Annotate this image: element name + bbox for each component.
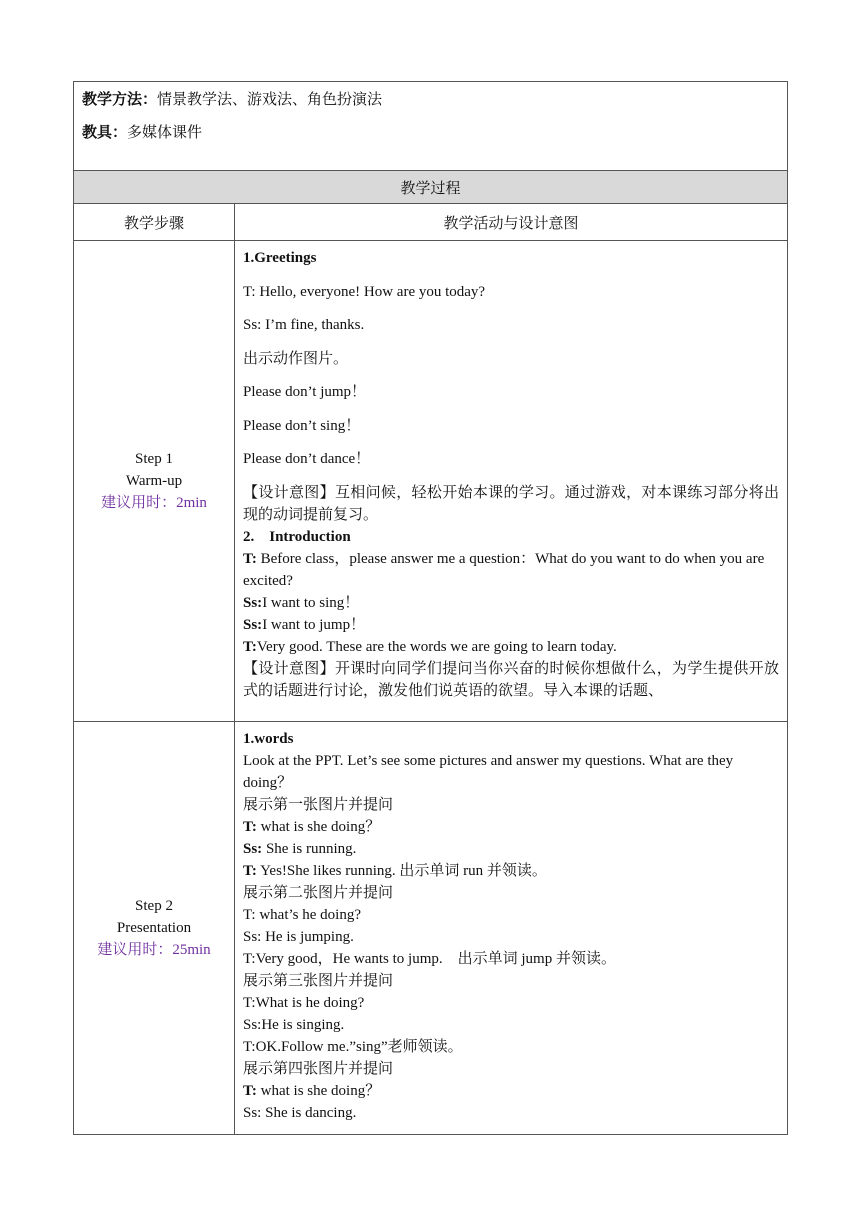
tools-line xyxy=(82,123,779,143)
step2-time: 建议用时：25min xyxy=(97,942,211,958)
step1-label-cell xyxy=(74,241,235,722)
step2-line: 展示第二张图片并提问 xyxy=(243,885,394,901)
methods-cell xyxy=(74,82,788,171)
step2-activities-cell xyxy=(235,722,788,1135)
methods-value: 情景教学法、游戏法、角色扮演法 xyxy=(157,92,383,108)
step1-activities-cell xyxy=(235,241,788,722)
column-header-activities: 教学活动与设计意图 xyxy=(235,204,788,241)
step2-line: T: what’s he doing? xyxy=(243,907,361,923)
step1-line: Please don’t dance！ xyxy=(243,451,371,467)
column-header-steps: 教学步骤 xyxy=(74,204,235,241)
step2-line: T:Very good，He wants to jump. 出示单词 jump 并领读。 xyxy=(243,951,616,967)
step1-heading-greetings: 1.Greetings xyxy=(243,250,317,266)
step1-line: Please don’t sing！ xyxy=(243,417,361,434)
step2-line: Ss: She is dancing. xyxy=(243,1105,357,1121)
process-title: 教学过程 xyxy=(74,171,788,204)
methods-line xyxy=(82,90,779,110)
step2-line: Ss:He is singing. xyxy=(243,1017,345,1033)
methods-label: 教学方法： xyxy=(82,92,158,108)
step2-line: T: Yes!She likes running. 出示单词 run 并领读。 xyxy=(243,863,547,879)
step2-heading-words: 1.words xyxy=(243,731,294,747)
step2-line: T:OK.Follow me.”sing”老师领读。 xyxy=(243,1039,463,1055)
tools-value: 多媒体课件 xyxy=(127,125,203,141)
tools-label: 教具： xyxy=(82,125,128,141)
step2-line: T:What is he doing? xyxy=(243,995,365,1011)
step2-line: 展示第三张图片并提问 xyxy=(243,973,394,989)
step1-phase: Warm-up xyxy=(125,473,183,489)
step1-line: T: Hello, everyone! How are you today? xyxy=(243,283,486,300)
step1-line: Please don’t jump！ xyxy=(243,384,367,400)
step1-design-intent: 【设计意图】互相问候，轻松开始本课的学习。通过游戏，对本课练习部分将出现的动词提前复习。 xyxy=(243,484,779,523)
step2-line: Ss: She is running. xyxy=(243,841,357,857)
step2-line: T: what is she doing？ xyxy=(243,819,381,835)
step2-line: 展示第四张图片并提问 xyxy=(243,1061,394,1077)
step2-label-cell xyxy=(74,722,235,1135)
step1-time: 建议用时：2min xyxy=(101,495,207,511)
step2-line: Ss: He is jumping. xyxy=(243,929,354,945)
step1-line: Ss:I want to sing！ xyxy=(243,594,360,611)
step1-line: 出示动作图片。 xyxy=(243,350,349,367)
step1-line: Ss: I’m fine, thanks. xyxy=(243,317,365,333)
step1-line: T: Before class，please answer me a question：What do you want to do when you are excited? xyxy=(243,550,765,589)
step1-name: Step 1 xyxy=(135,451,173,467)
step2-phase: Presentation xyxy=(116,920,192,936)
step2-line: Look at the PPT. Let’s see some pictures and answer my questions. What are they doing？ xyxy=(243,753,734,791)
step1-design-intent-2: 【设计意图】开课时向同学们提问当你兴奋的时候你想做什么，为学生提供开放式的话题进行讨论，激发他们说英语的欲望。导入本课的话题、 xyxy=(243,660,779,699)
step2-line: 展示第一张图片并提问 xyxy=(243,797,394,813)
step2-name: Step 2 xyxy=(135,898,173,914)
lesson-plan-table xyxy=(73,81,788,1135)
step1-heading-introduction: 2. Introduction xyxy=(243,528,351,545)
step1-line: T:Very good. These are the words we are going to learn today. xyxy=(243,638,617,655)
step2-line: T: what is she doing？ xyxy=(243,1083,381,1099)
step1-line: Ss:I want to jump！ xyxy=(243,616,366,633)
